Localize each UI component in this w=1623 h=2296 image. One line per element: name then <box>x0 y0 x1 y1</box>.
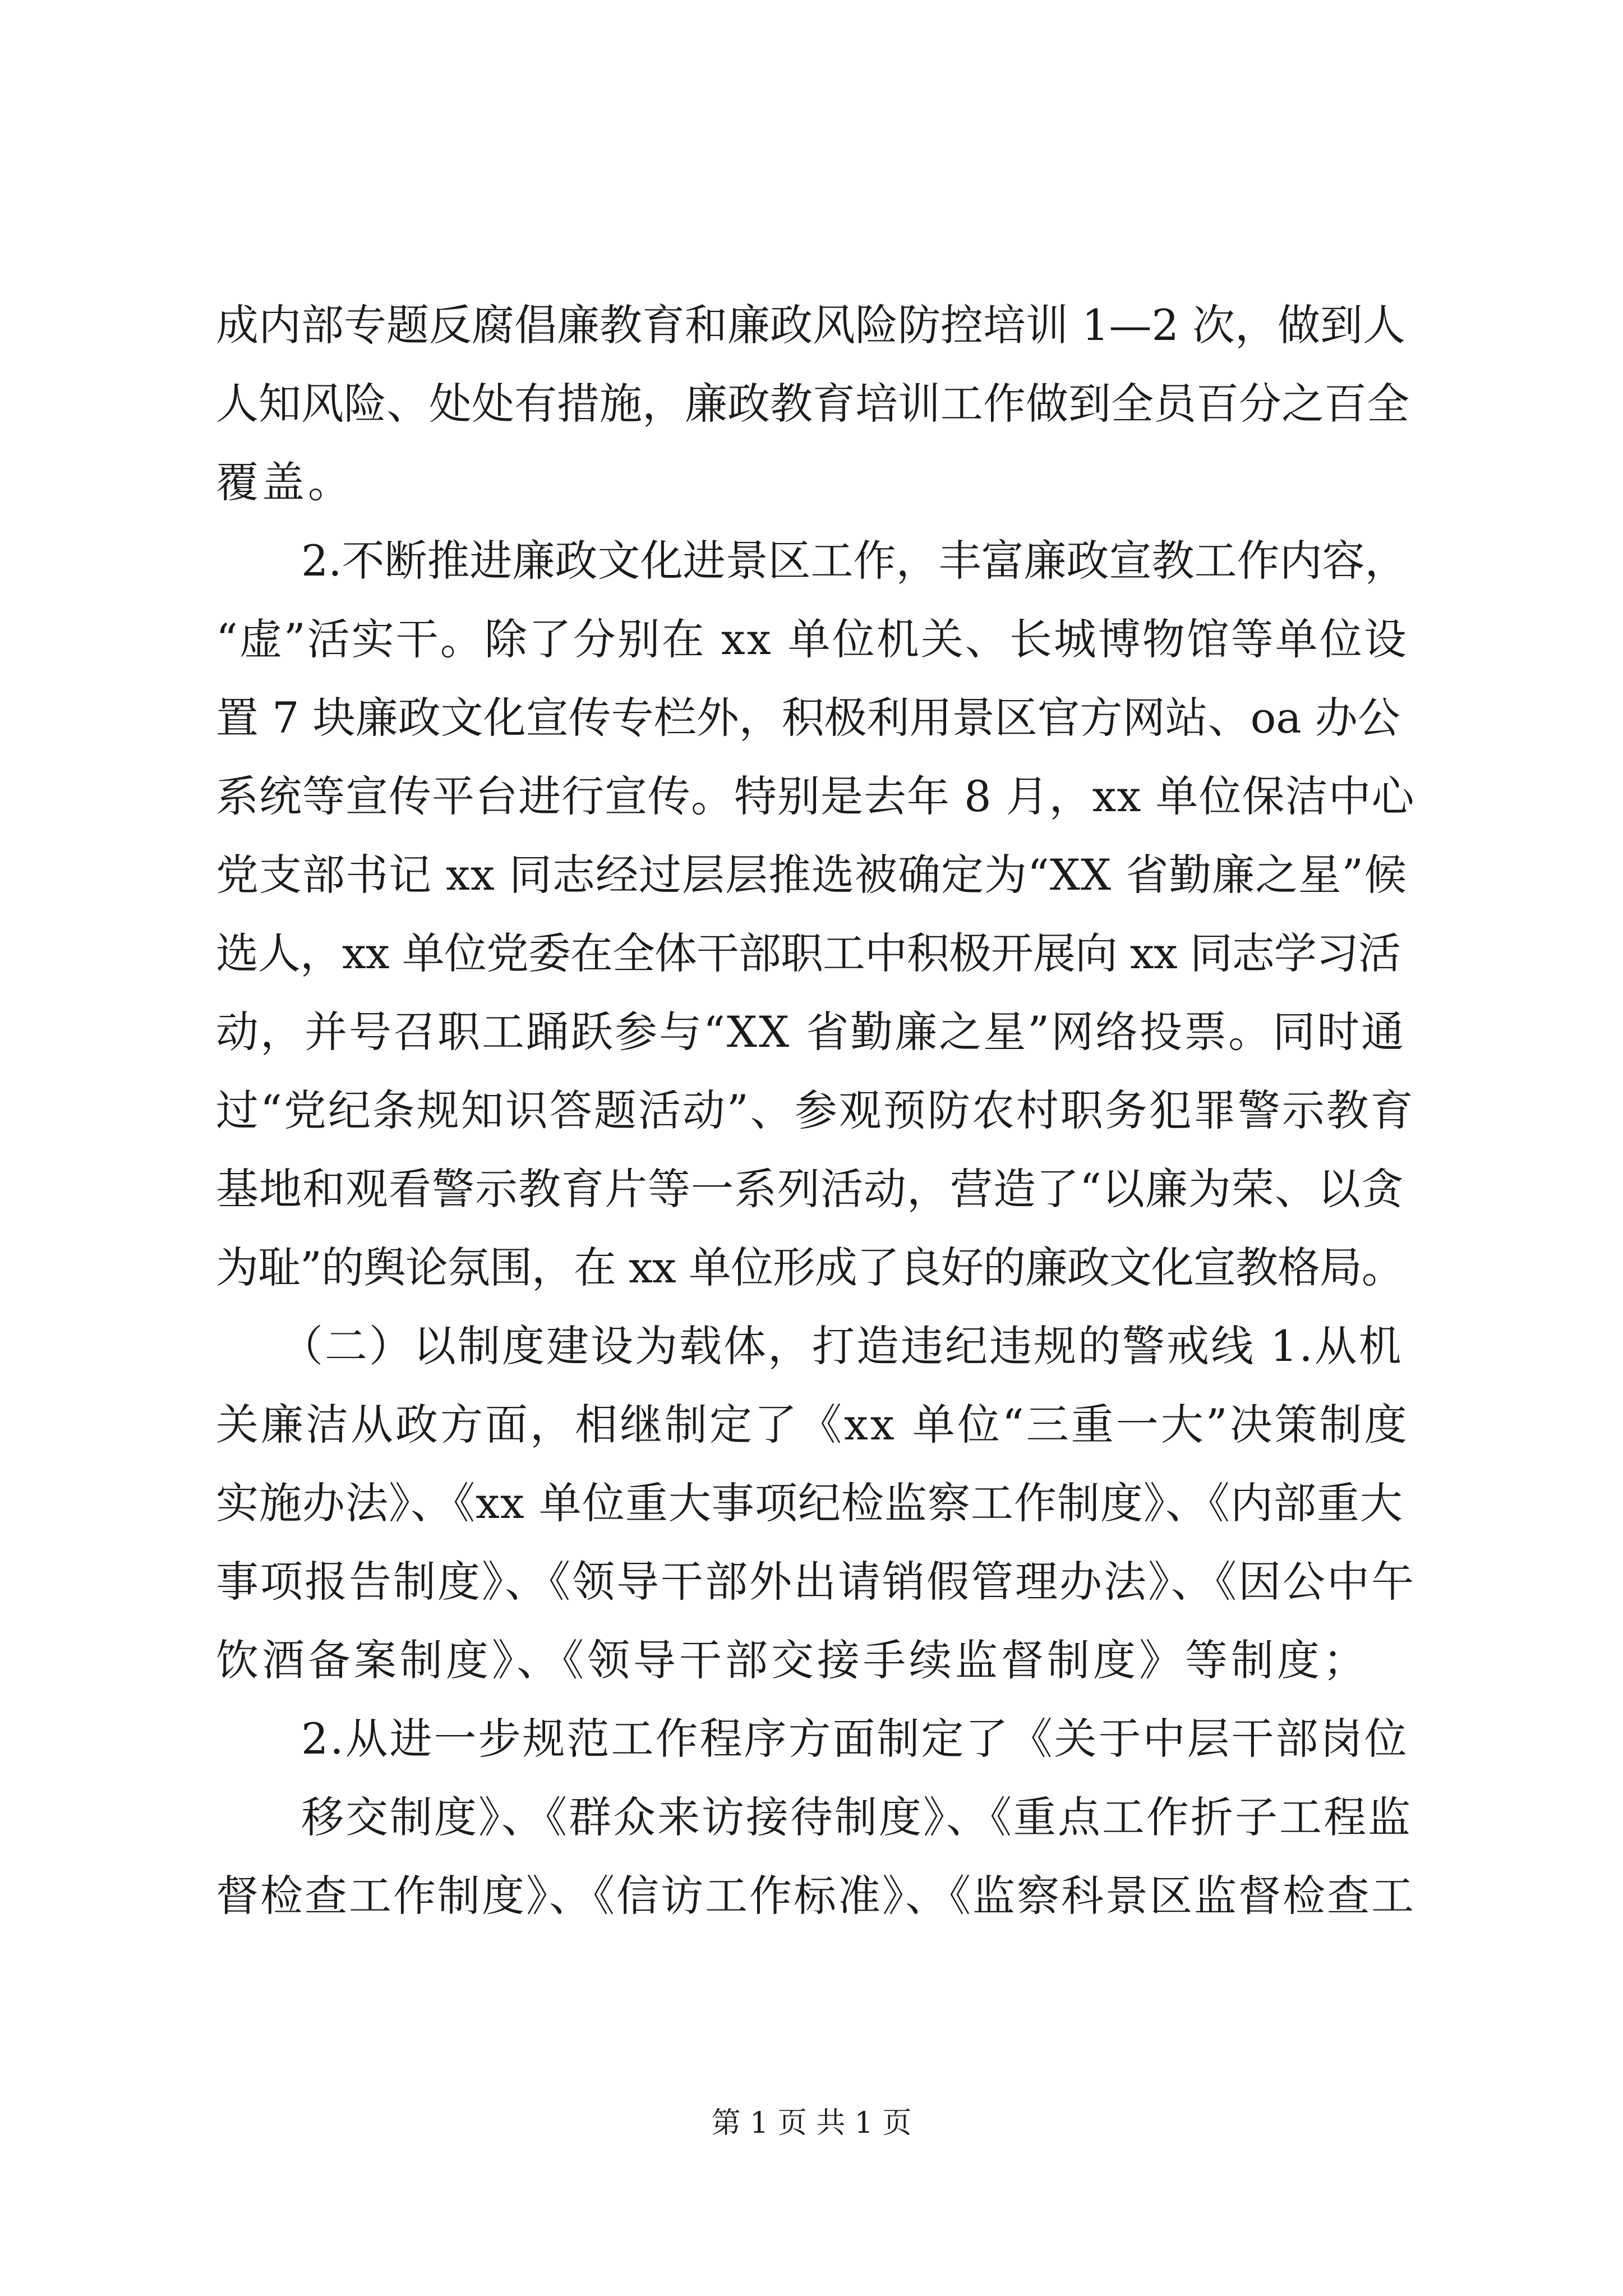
text-line: 饮酒备案制度》、《领导干部交接手续监督制度》等制度； <box>216 1635 1369 1685</box>
text-line: 选人，xx 单位党委在全体干部职工中积极开展向 xx 同志学习活 <box>216 928 1400 978</box>
text-line: 人知风险、处处有措施，廉政教育培训工作做到全员百分之百全 <box>216 379 1409 429</box>
text-line: 成内部专题反腐倡廉教育和廉政风险防控培训 1—2 次，做到人 <box>216 300 1406 350</box>
section-heading-line: （二）以制度建设为载体，打造违纪违规的警戒线 1.从机 <box>280 1321 1403 1371</box>
text-line: 实施办法》、《xx 单位重大事项纪检监察工作制度》、《内部重大 <box>216 1478 1403 1528</box>
text-line: 2.不断推进廉政文化进景区工作，丰富廉政宣教工作内容， <box>301 536 1408 586</box>
text-line: 过“党纪条规知识答题活动”、参观预防农村职务犯罪警示教育 <box>216 1085 1415 1135</box>
text-line: 关廉洁从政方面，相继制定了《xx 单位“三重一大”决策制度 <box>216 1400 1409 1450</box>
text-line: 动，并号召职工踊跃参与“XX 省勤廉之星”网络投票。同时通 <box>216 1007 1406 1057</box>
text-line: 覆盖。 <box>216 457 354 507</box>
text-line: 党支部书记 xx 同志经过层层推选被确定为“XX 省勤廉之星”候 <box>216 850 1408 900</box>
text-line: 基地和观看警示教育片等一系列活动，营造了“以廉为荣、以贪 <box>216 1164 1404 1214</box>
text-line: 2.从进一步规范工作程序方面制定了《关于中层干部岗位 <box>301 1714 1409 1764</box>
text-line: 为耻”的舆论氛围，在 xx 单位形成了良好的廉政文化宣教格局。 <box>216 1243 1404 1292</box>
text-line: 移交制度》、《群众来访接待制度》、《重点工作折子工程监 <box>301 1792 1412 1842</box>
text-line: 置 7 块廉政文化宣传专栏外，积极利用景区官方网站、oa 办公 <box>216 693 1400 743</box>
page-footer: 第 1 页 共 1 页 <box>711 2106 912 2140</box>
text-line: 事项报告制度》、《领导干部外出请销假管理办法》、《因公中午 <box>216 1557 1415 1607</box>
text-line: 督检查工作制度》、《信访工作标准》、《监察科景区监督检查工 <box>216 1871 1415 1921</box>
text-line: 系统等宣传平台进行宣传。特别是去年 8 月，xx 单位保洁中心 <box>216 771 1415 821</box>
text-line: “虚”活实干。除了分别在 xx 单位机关、长城博物馆等单位设 <box>216 614 1408 664</box>
